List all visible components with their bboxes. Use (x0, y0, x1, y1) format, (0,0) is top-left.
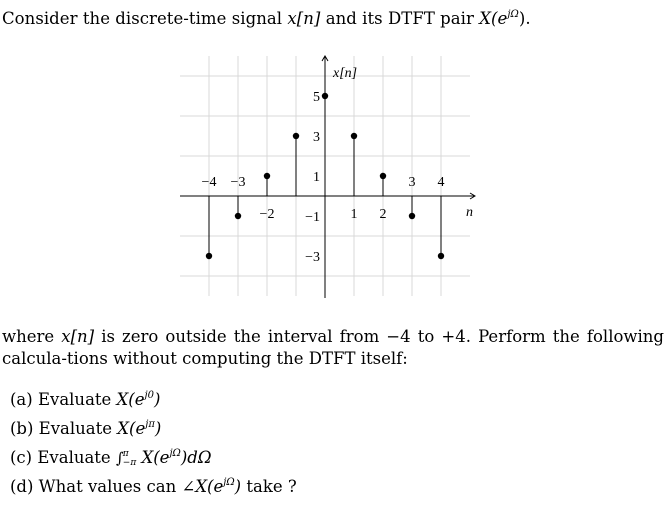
stem-marker (235, 213, 241, 219)
stem-marker (322, 93, 328, 99)
description-signal: x[n] (61, 327, 95, 346)
x-tick-label: −3 (230, 175, 246, 190)
x-tick-label: 3 (408, 175, 416, 190)
task-d: (d) What values can $\angle X(e^{j\Omega})$ take ? (10, 477, 297, 496)
task-list (10, 390, 297, 506)
stem-marker (351, 133, 357, 139)
description-before: where (2, 327, 55, 346)
axes (180, 56, 475, 298)
intro-prefix: Consider the discrete-time signal (2, 9, 283, 28)
transform-symbol: $X(e^{j\Omega}$ (479, 9, 519, 28)
stem-marker (380, 173, 386, 179)
signal-symbol: x[n] (287, 9, 321, 28)
x-tick-label: −4 (201, 175, 217, 190)
stem-marker (409, 213, 415, 219)
x-tick-label: −2 (259, 207, 275, 222)
task-b: (b) Evaluate $X(e^{j\pi})$ (10, 419, 162, 438)
y-axis-label: x[n] (333, 66, 358, 81)
stem-marker (264, 173, 270, 179)
intro-suffix: ). (518, 9, 531, 28)
intro-middle: and its DTFT pair (325, 9, 474, 28)
stem-marker (293, 133, 299, 139)
x-tick-label: 1 (350, 207, 358, 222)
y-tick-label: −3 (305, 250, 320, 265)
integral-limits: π −π (122, 448, 137, 468)
integral-sign: ∫ (115, 449, 124, 467)
y-tick-label: 3 (313, 130, 320, 145)
y-tick-label: 5 (313, 90, 320, 105)
task-c: (c) Evaluate ∫ π −π $X(e^{j\Omega})d\Omega$ (10, 448, 212, 468)
x-tick-label: 4 (437, 175, 445, 190)
angle-symbol: ∠ (181, 477, 196, 496)
description-after: is zero outside the interval from −4 to +4. Perform the following calcula-tions without computing the DTFT itself: (2, 327, 664, 368)
y-tick-label: −1 (305, 210, 320, 225)
y-tick-label: 1 (313, 170, 320, 185)
description-paragraph (2, 326, 664, 370)
stem-marker (438, 253, 444, 259)
stem-marker (206, 253, 212, 259)
x-tick-label: 2 (379, 207, 387, 222)
x-axis-label: n (466, 205, 473, 220)
task-a: (a) Evaluate $X(e^{j0})$ (10, 390, 161, 409)
